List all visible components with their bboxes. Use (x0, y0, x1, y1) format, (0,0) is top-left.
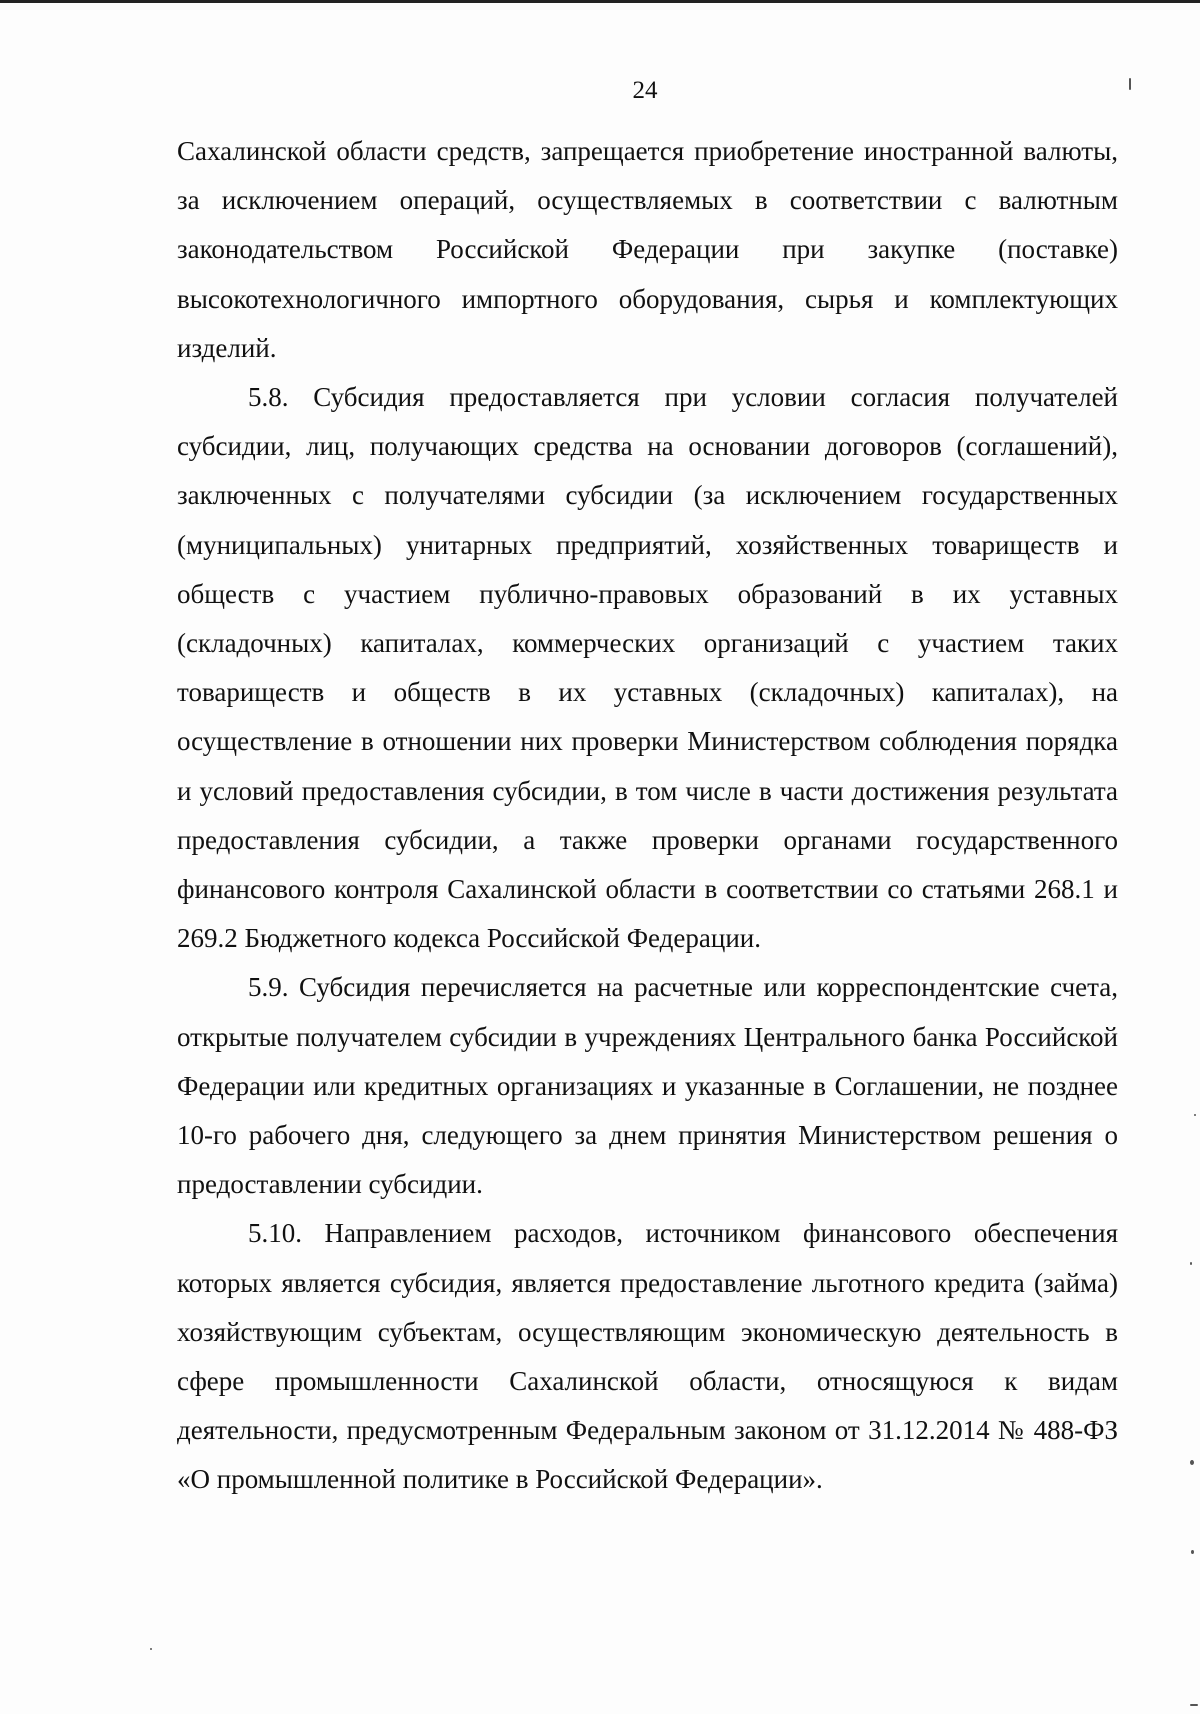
top-edge-rule (0, 0, 1200, 3)
paragraph-continuation: Сахалинской области средств, запрещается приобретение иностранной валюты, за исключением операций, осуществляемых в соответствии с валютным законодательством Российской Федерации при закупке (поставке) высокотехнологичного импортного оборудования, сырья и комплектующих изделий. (177, 136, 1118, 363)
paragraph-5-10: 5.10. Направлением расходов, источником финансового обеспечения которых является субсидия, является предоставление льготного кредита (займа) хозяйствующим субъектам, осуществляющим экономическую деятельность в сфере промышленности Сахалинской области, относящуюся к видам деятельности, предусмотренным Федеральным законом от 31.12.2014 № 488-ФЗ «О промышленной политике в Российской Федерации». (177, 1218, 1118, 1495)
scan-speck (1191, 1550, 1194, 1554)
scan-speck (1190, 1262, 1192, 1265)
scan-speck (1190, 1460, 1194, 1465)
scan-speck (1129, 78, 1131, 90)
page-number: 24 (632, 77, 658, 104)
scan-speck (1190, 1704, 1198, 1706)
paragraph-5-9: 5.9. Субсидия перечисляется на расчетные или корреспондентские счета, открытые получателем субсидии в учреждениях Центрального банка Российской Федерации или кредитных организациях и указанные в Соглашении, не позднее 10-го рабочего дня, следующего за днем принятия Министерством решения о предоставлении субсидии. (177, 972, 1118, 1200)
document-body (177, 127, 1118, 1505)
scan-speck (1194, 1114, 1196, 1116)
paragraph-5-8: 5.8. Субсидия предоставляется при условии согласия получателей субсидии, лиц, получающих средства на основании договоров (соглашений), заключенных с получателями субсидии (за исключением государственных (муниципальных) унитарных предприятий, хозяйственных товариществ и обществ с участием публично-правовых образований в их уставных (складочных) капиталах, коммерческих организаций с участием таких товариществ и обществ в их уставных (складочных) капиталах), на осуществление в отношении них проверки Министерством соблюдения порядка и условий предоставления субсидии, в том числе в части достижения результата предоставления субсидии, а также проверки органами государственного финансового контроля Сахалинской области в соответствии со статьями 268.1 и 269.2 Бюджетного кодекса Российской Федерации. (177, 382, 1118, 954)
scan-speck (150, 1648, 152, 1650)
